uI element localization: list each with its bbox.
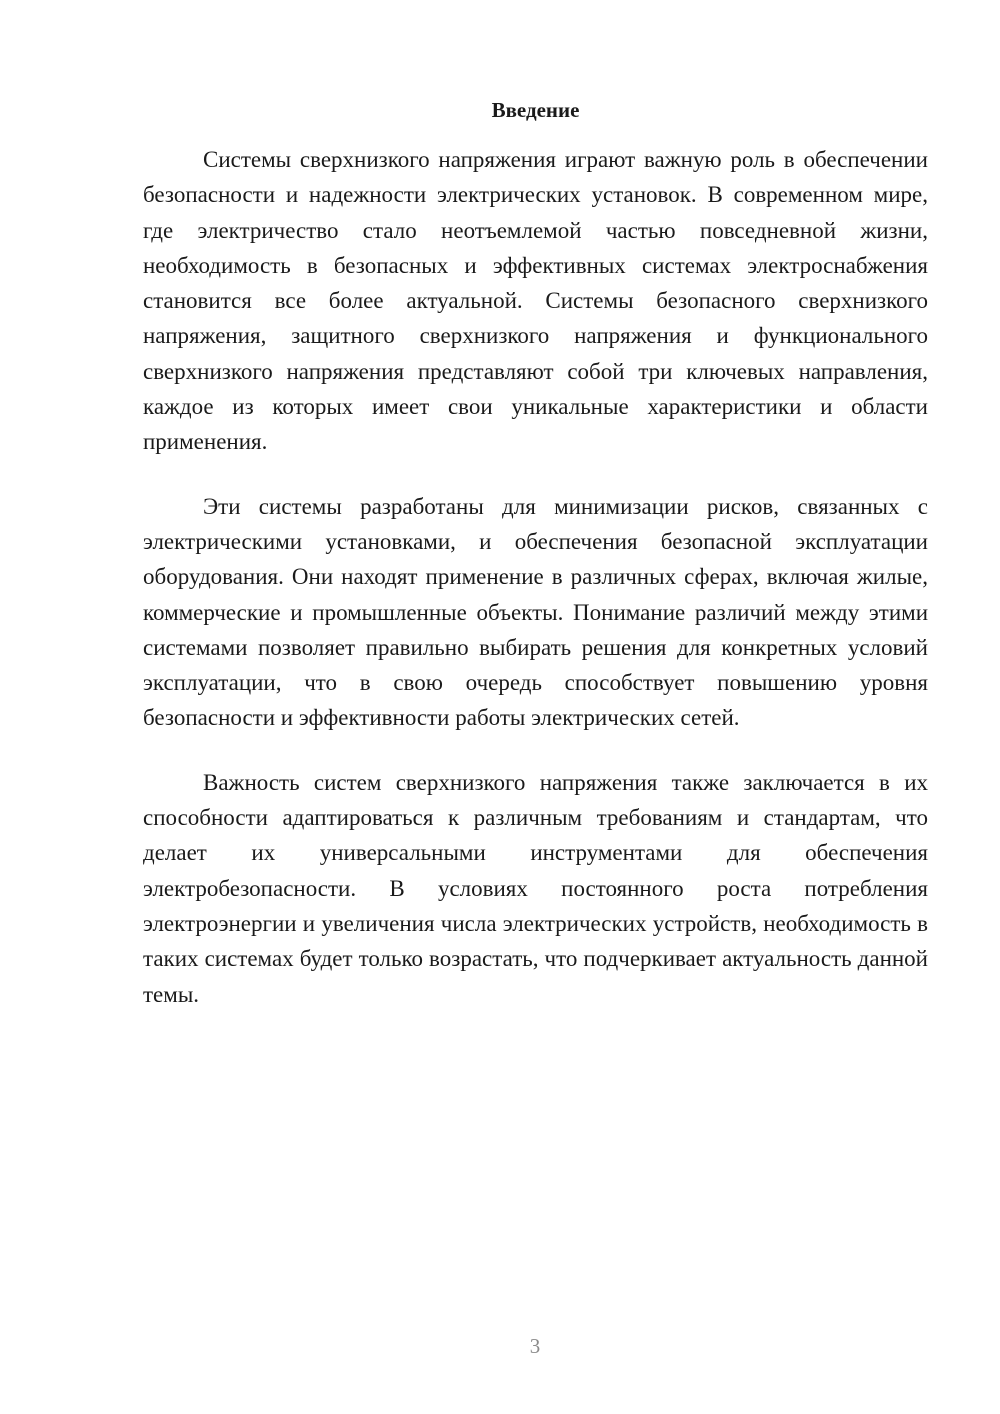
paragraph-2: Эти системы разработаны для минимизации рисков, связанных с электрическими установками, и обеспечения безопасной эксплуатации оборудования. Они находят применение в различных сферах, включая жилые, коммерческие и промышленные объекты. Понимание различий между этими системами позволяет правильно выбирать решения для конкретных условий эксплуатации, что в свою очередь способствует повышению уровня безопасности и эффективности работы электрических сетей. [143,493,928,731]
page-number: 3 [529,1334,541,1358]
body-text [143,142,928,1041]
paragraph-1: Системы сверхнизкого напряжения играют важную роль в обеспечении безопасности и надежности электрических установок. В современном мире, где электричество стало неотъемлемой частью повседневной жизни, необходимость в безопасных и эффективных системах электроснабжения становится все более актуальной. Системы безопасного сверхнизкого напряжения, защитного сверхнизкого напряжения и функционального сверхнизкого напряжения представляют собой три ключевых направления, каждое из которых имеет свои уникальные характеристики и области применения. [143,147,928,455]
section-heading: Введение [491,98,580,122]
paragraph-3: Важность систем сверхнизкого напряжения также заключается в их способности адаптироваться к различным требованиям и стандартам, что делает их универсальными инструментами для обеспечения электробезопасности. В условиях постоянного роста потребления электроэнергии и увеличения числа электрических устройств, необходимость в таких системах будет только возрастать, что подчеркивает актуальность данной темы. [143,769,928,1007]
